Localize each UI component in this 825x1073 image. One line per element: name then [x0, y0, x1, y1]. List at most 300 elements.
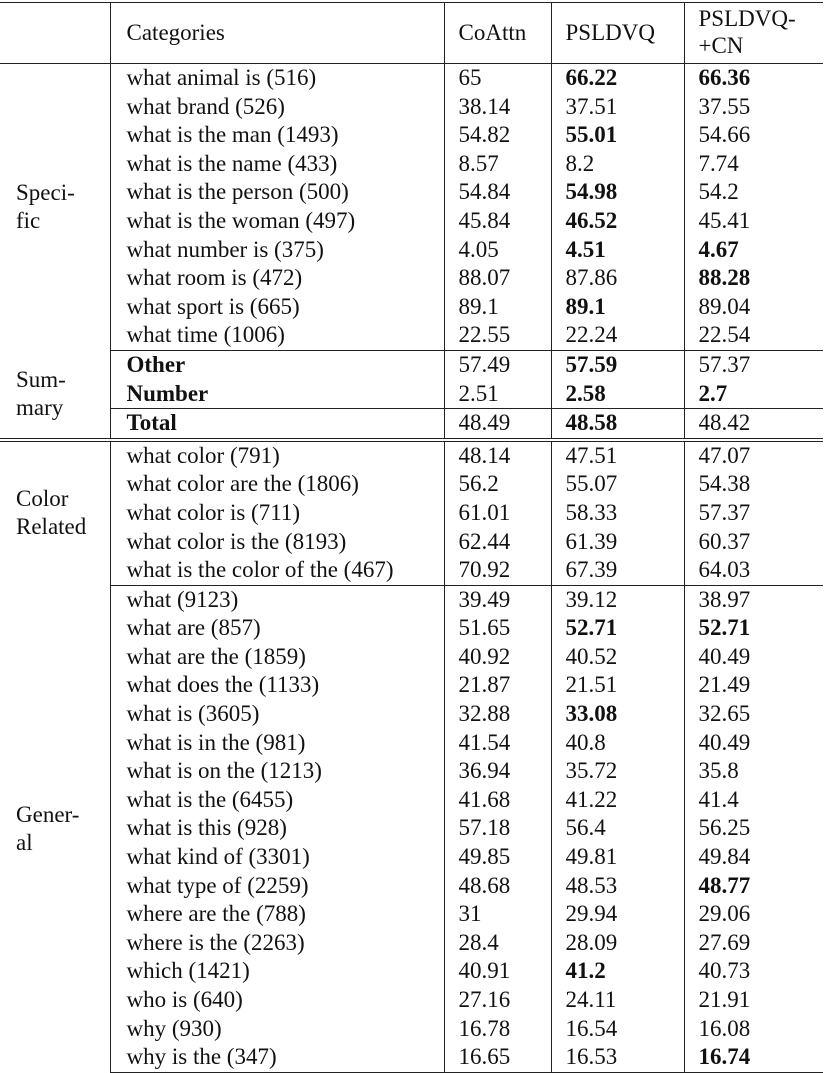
psldvq-cell: [551, 321, 684, 350]
category-cell: [110, 585, 444, 614]
psldvq-value: 41.22: [565, 786, 618, 812]
group-label-line2: al: [16, 829, 33, 855]
header-group: [0, 3, 110, 64]
psldvq-cn-cell: [684, 585, 823, 614]
category-cell: [110, 321, 444, 350]
category-value: what color are the (1806): [126, 471, 359, 497]
psldvq-value: 48.58: [565, 410, 618, 436]
category-cell: [110, 614, 444, 643]
header-psldvq-cn-line2: +CN: [698, 33, 744, 58]
category-cell: [110, 264, 444, 293]
category-value: what (9123): [126, 586, 239, 612]
table-row: [0, 350, 823, 379]
psldvq-cn-cell: [684, 1015, 823, 1044]
coattn-cell: [444, 900, 551, 929]
coattn-value: 51.65: [458, 615, 511, 641]
category-cell: [110, 293, 444, 322]
psldvq-cell: [551, 900, 684, 929]
psldvq-cn-value: 89.04: [698, 293, 751, 319]
coattn-value: 48.68: [458, 872, 511, 898]
coattn-value: 48.14: [458, 442, 511, 468]
table-row: [0, 929, 823, 958]
coattn-cell: [444, 643, 551, 672]
category-cell: [110, 499, 444, 528]
coattn-value: 31: [458, 901, 482, 927]
coattn-cell: [444, 121, 551, 150]
psldvq-cn-cell: [684, 350, 823, 379]
psldvq-cell: [551, 93, 684, 122]
table-row: [0, 470, 823, 499]
category-value: what time (1006): [126, 322, 285, 348]
table-row: [0, 643, 823, 672]
psldvq-value: 54.98: [565, 179, 618, 205]
psldvq-cn-cell: [684, 409, 823, 440]
coattn-value: 89.1: [458, 293, 499, 319]
psldvq-cn-cell: [684, 671, 823, 700]
psldvq-cn-value: 45.41: [698, 207, 751, 233]
psldvq-value: 33.08: [565, 701, 618, 727]
psldvq-cn-cell: [684, 293, 823, 322]
coattn-value: 40.92: [458, 643, 511, 669]
coattn-value: 40.91: [458, 958, 511, 984]
psldvq-cell: [551, 528, 684, 557]
psldvq-value: 49.81: [565, 844, 618, 870]
coattn-value: 45.84: [458, 207, 511, 233]
psldvq-cn-value: 54.2: [698, 179, 739, 205]
category-value: what color (791): [126, 442, 280, 468]
category-value: what is the person (500): [126, 179, 349, 205]
psldvq-value: 55.01: [565, 122, 618, 148]
coattn-cell: [444, 614, 551, 643]
coattn-value: 61.01: [458, 499, 511, 525]
category-cell: [110, 929, 444, 958]
table-row: [0, 236, 823, 265]
coattn-cell: [444, 814, 551, 843]
category-cell: [110, 757, 444, 786]
psldvq-cell: [551, 1015, 684, 1044]
coattn-value: 38.14: [458, 93, 511, 119]
header-psldvq-cn: [684, 3, 823, 64]
group-label-line1: Speci-: [16, 180, 75, 206]
coattn-cell: [444, 409, 551, 440]
psldvq-value: 16.54: [565, 1015, 618, 1041]
psldvq-cell: [551, 1043, 684, 1072]
psldvq-cn-value: 21.49: [698, 672, 751, 698]
psldvq-cn-value: 16.08: [698, 1015, 751, 1041]
category-cell: [110, 207, 444, 236]
psldvq-cn-value: 57.37: [698, 351, 751, 377]
psldvq-cn-value: 40.49: [698, 643, 751, 669]
coattn-value: 2.51: [458, 380, 499, 406]
results-table: [0, 2, 823, 1073]
coattn-cell: [444, 585, 551, 614]
psldvq-cn-value: 48.42: [698, 410, 751, 436]
category-value: which (1421): [126, 958, 250, 984]
psldvq-cell: [551, 614, 684, 643]
group-label: [0, 64, 110, 351]
psldvq-cn-cell: [684, 321, 823, 350]
group-label-line1: Gener-: [16, 801, 80, 827]
table-row: [0, 614, 823, 643]
psldvq-cell: [551, 757, 684, 786]
psldvq-cn-cell: [684, 986, 823, 1015]
category-cell: [110, 671, 444, 700]
table-row: [0, 556, 823, 585]
psldvq-cn-value: 2.7: [698, 380, 728, 406]
coattn-value: 39.49: [458, 586, 511, 612]
coattn-value: 16.78: [458, 1015, 511, 1041]
group-label: [0, 585, 110, 1072]
group-label-line1: Sum-: [16, 367, 66, 393]
coattn-value: 16.65: [458, 1044, 511, 1070]
psldvq-cn-value: 38.97: [698, 586, 751, 612]
category-cell: [110, 986, 444, 1015]
coattn-cell: [444, 528, 551, 557]
psldvq-cn-value: 60.37: [698, 528, 751, 554]
coattn-value: 21.87: [458, 672, 511, 698]
psldvq-cell: [551, 293, 684, 322]
table-row: [0, 900, 823, 929]
psldvq-cell: [551, 409, 684, 440]
coattn-cell: [444, 843, 551, 872]
coattn-cell: [444, 380, 551, 409]
psldvq-cn-value: 56.25: [698, 815, 751, 841]
psldvq-value: 24.11: [565, 987, 617, 1012]
psldvq-cn-value: 52.71: [698, 615, 751, 641]
psldvq-cn-value: 48.77: [698, 872, 751, 898]
category-value: what is this (928): [126, 815, 287, 841]
coattn-value: 62.44: [458, 528, 511, 554]
category-cell: [110, 178, 444, 207]
coattn-value: 28.4: [458, 929, 499, 955]
table-row: [0, 499, 823, 528]
coattn-cell: [444, 207, 551, 236]
psldvq-cn-cell: [684, 178, 823, 207]
header-categories: Categories: [110, 3, 444, 64]
psldvq-cn-cell: [684, 499, 823, 528]
table-row: [0, 700, 823, 729]
category-value: what room is (472): [126, 265, 303, 291]
header-psldvq: PSLDVQ: [551, 3, 684, 64]
psldvq-cn-cell: [684, 729, 823, 758]
psldvq-cell: [551, 470, 684, 499]
table-header: [0, 3, 823, 64]
table-row: [0, 843, 823, 872]
category-cell: [110, 528, 444, 557]
coattn-cell: [444, 293, 551, 322]
category-cell: [110, 1015, 444, 1044]
psldvq-cn-value: 32.65: [698, 701, 751, 727]
psldvq-cell: [551, 499, 684, 528]
psldvq-cn-cell: [684, 900, 823, 929]
coattn-cell: [444, 440, 551, 471]
coattn-cell: [444, 757, 551, 786]
category-value: what is in the (981): [126, 729, 306, 755]
coattn-value: 65: [458, 65, 482, 90]
coattn-cell: [444, 64, 551, 93]
category-cell: [110, 957, 444, 986]
coattn-value: 57.18: [458, 815, 511, 841]
psldvq-value: 2.58: [565, 380, 606, 406]
category-value: what brand (526): [126, 93, 285, 119]
psldvq-cell: [551, 929, 684, 958]
psldvq-cn-value: 54.38: [698, 471, 751, 497]
category-value: who is (640): [126, 987, 243, 1012]
psldvq-cn-value: 29.06: [698, 901, 751, 927]
psldvq-cn-cell: [684, 528, 823, 557]
psldvq-cn-cell: [684, 64, 823, 93]
psldvq-value: 58.33: [565, 499, 618, 525]
table-row: [0, 585, 823, 614]
group-label-line2: mary: [16, 395, 64, 421]
psldvq-cn-cell: [684, 843, 823, 872]
psldvq-cn-value: 22.54: [698, 322, 751, 348]
psldvq-cn-cell: [684, 786, 823, 815]
category-cell: [110, 236, 444, 265]
psldvq-value: 52.71: [565, 615, 618, 641]
header-coattn: CoAttn: [444, 3, 551, 64]
psldvq-cell: [551, 786, 684, 815]
table-row: [0, 321, 823, 350]
category-value: what color is the (8193): [126, 528, 347, 554]
psldvq-cell: [551, 986, 684, 1015]
psldvq-value: 35.72: [565, 758, 618, 784]
coattn-value: 36.94: [458, 758, 511, 784]
psldvq-cn-value: 7.74: [698, 150, 739, 176]
category-cell: [110, 121, 444, 150]
category-value: what are (857): [126, 615, 261, 641]
category-value: what are the (1859): [126, 643, 306, 669]
psldvq-value: 21.51: [565, 672, 618, 698]
psldvq-value: 55.07: [565, 471, 618, 497]
psldvq-cn-value: 41.4: [698, 786, 739, 812]
psldvq-cn-value: 88.28: [698, 265, 751, 291]
psldvq-cell: [551, 350, 684, 379]
psldvq-cell: [551, 380, 684, 409]
psldvq-cn-value: 35.8: [698, 758, 739, 784]
coattn-value: 27.16: [458, 987, 511, 1012]
coattn-value: 8.57: [458, 150, 499, 176]
table-row: [0, 380, 823, 409]
psldvq-cell: [551, 957, 684, 986]
psldvq-cell: [551, 671, 684, 700]
psldvq-cell: [551, 64, 684, 93]
psldvq-value: 37.51: [565, 93, 618, 119]
coattn-cell: [444, 671, 551, 700]
psldvq-cn-value: 4.67: [698, 236, 739, 262]
psldvq-cell: [551, 264, 684, 293]
table-row: [0, 729, 823, 758]
psldvq-cn-cell: [684, 957, 823, 986]
psldvq-value: 57.59: [565, 351, 618, 377]
psldvq-value: 87.86: [565, 265, 618, 291]
psldvq-cn-value: 57.37: [698, 499, 751, 525]
table-row: [0, 528, 823, 557]
coattn-cell: [444, 321, 551, 350]
psldvq-cell: [551, 178, 684, 207]
category-cell: [110, 470, 444, 499]
table-row: [0, 872, 823, 901]
table-row: [0, 957, 823, 986]
category-cell: [110, 556, 444, 585]
group-label-line2: Related: [16, 514, 87, 540]
psldvq-value: 28.09: [565, 929, 618, 955]
category-value: what does the (1133): [126, 672, 320, 698]
coattn-cell: [444, 929, 551, 958]
psldvq-cell: [551, 585, 684, 614]
table-row: [0, 93, 823, 122]
category-value: why is the (347): [126, 1044, 277, 1070]
psldvq-cn-value: 16.74: [698, 1044, 751, 1070]
psldvq-cell: [551, 236, 684, 265]
coattn-cell: [444, 499, 551, 528]
coattn-cell: [444, 957, 551, 986]
psldvq-cell: [551, 729, 684, 758]
table-row: [0, 1015, 823, 1044]
coattn-cell: [444, 93, 551, 122]
psldvq-cn-value: 54.66: [698, 122, 751, 148]
category-cell: [110, 843, 444, 872]
group-label-line1: Color: [16, 486, 69, 512]
psldvq-cn-cell: [684, 264, 823, 293]
psldvq-cell: [551, 700, 684, 729]
coattn-value: 41.68: [458, 786, 511, 812]
table-row: [0, 671, 823, 700]
category-cell: [110, 700, 444, 729]
psldvq-value: 39.12: [565, 586, 618, 612]
table-row: [0, 64, 823, 93]
psldvq-cn-cell: [684, 470, 823, 499]
table-row: [0, 757, 823, 786]
coattn-cell: [444, 786, 551, 815]
category-cell: [110, 409, 444, 440]
psldvq-value: 29.94: [565, 901, 618, 927]
psldvq-cn-value: 37.55: [698, 93, 751, 119]
coattn-value: 70.92: [458, 557, 511, 583]
category-value: what is the color of the (467): [126, 557, 394, 583]
coattn-cell: [444, 986, 551, 1015]
table-row: [0, 1043, 823, 1072]
psldvq-cell: [551, 440, 684, 471]
coattn-cell: [444, 700, 551, 729]
psldvq-cn-cell: [684, 380, 823, 409]
coattn-cell: [444, 1015, 551, 1044]
psldvq-cn-value: 21.91: [698, 987, 751, 1012]
category-cell: [110, 872, 444, 901]
psldvq-cn-cell: [684, 121, 823, 150]
category-value: what sport is (665): [126, 293, 300, 319]
table-row: [0, 207, 823, 236]
category-value: what is (3605): [126, 701, 260, 727]
coattn-value: 32.88: [458, 701, 511, 727]
psldvq-value: 22.24: [565, 322, 618, 348]
psldvq-value: 47.51: [565, 442, 618, 468]
psldvq-value: 8.2: [565, 150, 595, 176]
category-cell: [110, 64, 444, 93]
psldvq-value: 16.53: [565, 1044, 618, 1070]
psldvq-cn-cell: [684, 1043, 823, 1072]
psldvq-cell: [551, 843, 684, 872]
table-row: [0, 986, 823, 1015]
psldvq-cell: [551, 872, 684, 901]
table-row: [0, 409, 823, 440]
psldvq-cn-value: 66.36: [698, 65, 751, 90]
psldvq-cell: [551, 556, 684, 585]
psldvq-cn-value: 49.84: [698, 844, 751, 870]
category-value: Total: [126, 410, 177, 436]
psldvq-cell: [551, 643, 684, 672]
psldvq-cn-cell: [684, 93, 823, 122]
category-cell: [110, 1043, 444, 1072]
table-row: [0, 293, 823, 322]
psldvq-cell: [551, 150, 684, 179]
psldvq-cn-value: 40.73: [698, 958, 751, 984]
coattn-value: 22.55: [458, 322, 511, 348]
category-value: where are the (788): [126, 901, 306, 927]
category-value: Number: [126, 380, 209, 406]
table-row: [0, 121, 823, 150]
coattn-value: 56.2: [458, 471, 499, 497]
psldvq-cn-cell: [684, 556, 823, 585]
category-value: what kind of (3301): [126, 844, 310, 870]
coattn-cell: [444, 178, 551, 207]
coattn-value: 54.84: [458, 179, 511, 205]
category-value: what is the (6455): [126, 786, 294, 812]
category-value: what type of (2259): [126, 872, 309, 898]
group-label: [0, 350, 110, 439]
category-value: what is the man (1493): [126, 122, 339, 148]
coattn-value: 49.85: [458, 844, 511, 870]
coattn-cell: [444, 556, 551, 585]
psldvq-value: 40.52: [565, 643, 618, 669]
table-body: [0, 64, 823, 1073]
coattn-cell: [444, 264, 551, 293]
psldvq-cn-cell: [684, 150, 823, 179]
psldvq-value: 56.4: [565, 815, 606, 841]
table-row: [0, 178, 823, 207]
psldvq-value: 66.22: [565, 65, 618, 90]
coattn-cell: [444, 1043, 551, 1072]
category-cell: [110, 643, 444, 672]
psldvq-cn-cell: [684, 929, 823, 958]
category-value: what is on the (1213): [126, 758, 322, 784]
category-value: what is the woman (497): [126, 207, 356, 233]
category-cell: [110, 814, 444, 843]
category-value: where is the (2263): [126, 929, 305, 955]
category-cell: [110, 440, 444, 471]
category-value: what is the name (433): [126, 150, 338, 176]
psldvq-value: 41.2: [565, 958, 606, 984]
coattn-value: 57.49: [458, 351, 511, 377]
psldvq-cn-value: 40.49: [698, 729, 751, 755]
table-row: [0, 264, 823, 293]
coattn-value: 48.49: [458, 410, 511, 436]
category-cell: [110, 93, 444, 122]
table-row: [0, 150, 823, 179]
psldvq-cn-cell: [684, 700, 823, 729]
category-cell: [110, 380, 444, 409]
psldvq-cn-cell: [684, 872, 823, 901]
psldvq-value: 89.1: [565, 293, 606, 319]
header-psldvq-cn-line1: PSLDVQ-: [698, 6, 796, 31]
coattn-cell: [444, 872, 551, 901]
psldvq-cn-cell: [684, 814, 823, 843]
psldvq-value: 48.53: [565, 872, 618, 898]
table-row: [0, 814, 823, 843]
psldvq-cn-cell: [684, 440, 823, 471]
category-cell: [110, 900, 444, 929]
psldvq-value: 61.39: [565, 528, 618, 554]
